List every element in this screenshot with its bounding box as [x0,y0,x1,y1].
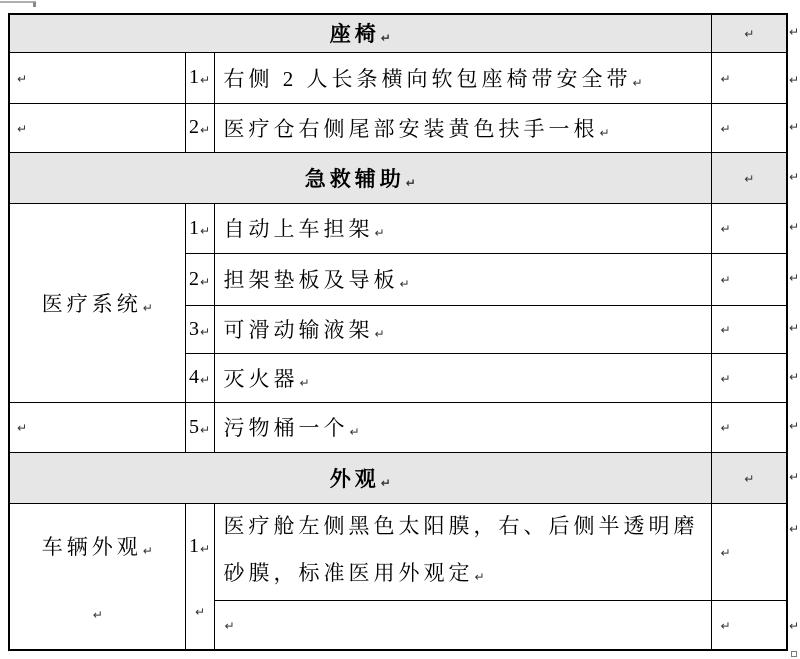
paragraph-mark: ↵ [92,608,103,623]
paragraph-mark: ↵ [299,375,310,390]
item-cell[interactable] [214,103,711,152]
ruler-edge-tick [33,2,36,7]
paragraph-mark: ↵ [380,31,391,46]
end-of-row-mark: ↵ [789,120,800,134]
row-number: 4 [188,366,199,388]
paragraph-mark: ↵ [720,421,731,435]
row-number: 2 [188,267,199,290]
paragraph-mark: ↵ [349,425,360,439]
paragraph-mark: ↵ [720,71,731,86]
index-cell[interactable] [185,203,214,253]
remark-cell[interactable] [711,402,787,452]
category-cell-empty[interactable] [9,402,185,452]
end-of-row-mark: ↵ [789,220,800,234]
header-right-cell[interactable] [711,452,787,503]
index-cell[interactable] [185,52,214,103]
row-number: 5 [188,415,199,438]
paragraph-mark: ↵ [374,327,385,341]
end-of-row-mark: ↵ [789,321,800,335]
index-cell[interactable] [185,503,214,650]
remark-cell[interactable] [711,600,787,650]
paragraph-mark: ↵ [380,475,391,490]
item-cell[interactable] [214,203,711,253]
item-cell[interactable] [214,305,711,353]
paragraph-mark: ↵ [744,27,755,42]
paragraph-mark: ↵ [720,323,731,337]
paragraph-mark: ↵ [720,618,731,633]
paragraph-mark: ↵ [199,123,211,137]
paragraph-mark: ↵ [142,300,153,315]
end-of-row-mark: ↵ [789,25,800,39]
table-row [9,203,787,253]
end-of-row-mark: ↵ [789,522,800,536]
row-number: 1 [188,66,199,88]
end-of-row-mark: ↵ [789,370,800,384]
remark-cell[interactable] [711,52,787,103]
paragraph-mark: ↵ [632,75,643,90]
paragraph-mark: ↵ [224,618,235,633]
remark-cell[interactable] [711,353,787,402]
category-label: 车辆外观 [41,535,142,560]
category-cell-vehicle-exterior[interactable] [9,503,185,650]
section-title: 座椅 [329,22,380,47]
table-row [9,14,787,52]
item-cell[interactable] [214,402,711,452]
index-cell[interactable] [185,353,214,402]
category-cell-stack [10,531,185,621]
end-of-row-mark: ↵ [789,470,800,484]
end-of-row-mark: ↵ [789,271,800,285]
section-header-first-aid[interactable] [9,152,711,203]
end-of-row-mark: ↵ [789,170,800,184]
header-right-cell[interactable] [711,14,787,52]
paragraph-mark: ↵ [199,274,211,289]
index-cell[interactable] [185,305,214,353]
paragraph-mark: ↵ [744,471,755,486]
header-right-cell[interactable] [711,152,787,203]
paragraph-mark: ↵ [474,570,485,584]
item-text: 自动上车担架 [223,217,374,241]
table-row [9,452,787,503]
index-cell[interactable] [185,103,214,152]
table-row [9,152,787,203]
table-row [9,52,787,103]
paragraph-mark: ↵ [17,71,28,86]
index-cell-stack [186,535,214,618]
remark-cell[interactable] [711,503,787,600]
item-cell[interactable] [214,353,711,402]
paragraph-mark: ↵ [199,223,211,238]
item-cell[interactable] [214,503,711,600]
section-title: 外观 [329,466,380,491]
paragraph-mark: ↵ [199,373,211,387]
item-cell-empty[interactable] [214,600,711,650]
paragraph-mark: ↵ [720,222,731,236]
paragraph-mark: ↵ [142,544,153,559]
item-text: 医疗仓右侧尾部安装黄色扶手一根 [223,116,599,141]
row-number: 2 [188,116,199,138]
end-of-row-mark: ↵ [789,619,800,633]
paragraph-mark: ↵ [194,604,206,619]
ruler-edge-artifact [0,1,36,3]
paragraph-mark: ↵ [199,324,211,339]
row-number: 1 [188,216,199,239]
section-header-exterior[interactable] [9,452,711,503]
item-cell[interactable] [214,52,711,103]
category-label: 医疗系统 [41,291,142,316]
row-number: 1 [188,534,199,557]
item-text: 可滑动输液架 [223,318,374,342]
item-text: 担架垫板及导板 [223,268,399,292]
item-text: 灭火器 [223,366,299,391]
remark-cell[interactable] [711,305,787,353]
end-of-row-mark: ↵ [789,73,800,87]
paragraph-mark: ↵ [17,421,28,435]
category-cell-empty[interactable] [9,103,185,152]
paragraph-mark: ↵ [199,541,211,556]
paragraph-mark: ↵ [399,277,410,291]
paragraph-mark: ↵ [599,125,610,140]
row-number: 3 [188,317,199,340]
table-resize-handle[interactable] [791,651,797,657]
paragraph-mark: ↵ [720,371,731,386]
paragraph-mark: ↵ [720,545,731,560]
paragraph-mark: ↵ [17,121,28,136]
paragraph-mark: ↵ [720,273,731,287]
section-title: 急救辅助 [304,166,405,191]
spec-table [8,13,788,651]
table-row [9,103,787,152]
paragraph-mark: ↵ [405,175,416,190]
category-label-line [42,531,153,561]
remark-cell[interactable] [711,253,787,305]
paragraph-mark: ↵ [720,121,731,136]
paragraph-mark: ↵ [199,422,211,437]
table-row [9,402,787,452]
item-text: 右侧 2 人长条横向软包座椅带安全带 [223,66,632,91]
item-cell[interactable] [214,253,711,305]
paragraph-mark: ↵ [199,73,211,87]
category-cell-empty[interactable] [9,52,185,103]
section-header-seats[interactable] [9,14,711,52]
remark-cell[interactable] [711,203,787,253]
category-cell-medical-system[interactable] [9,203,185,402]
paragraph-mark: ↵ [374,226,385,240]
table-row [9,503,787,600]
row-number-line [189,535,210,558]
end-of-row-mark: ↵ [789,419,800,433]
index-cell[interactable] [185,253,214,305]
item-text: 医疗舱左侧黑色太阳膜，右、后侧半透明磨砂膜，标准医用外观定 [223,514,699,585]
paragraph-mark: ↵ [744,171,755,186]
remark-cell[interactable] [711,103,787,152]
index-cell[interactable] [185,402,214,452]
item-text: 污物桶一个 [223,416,349,440]
